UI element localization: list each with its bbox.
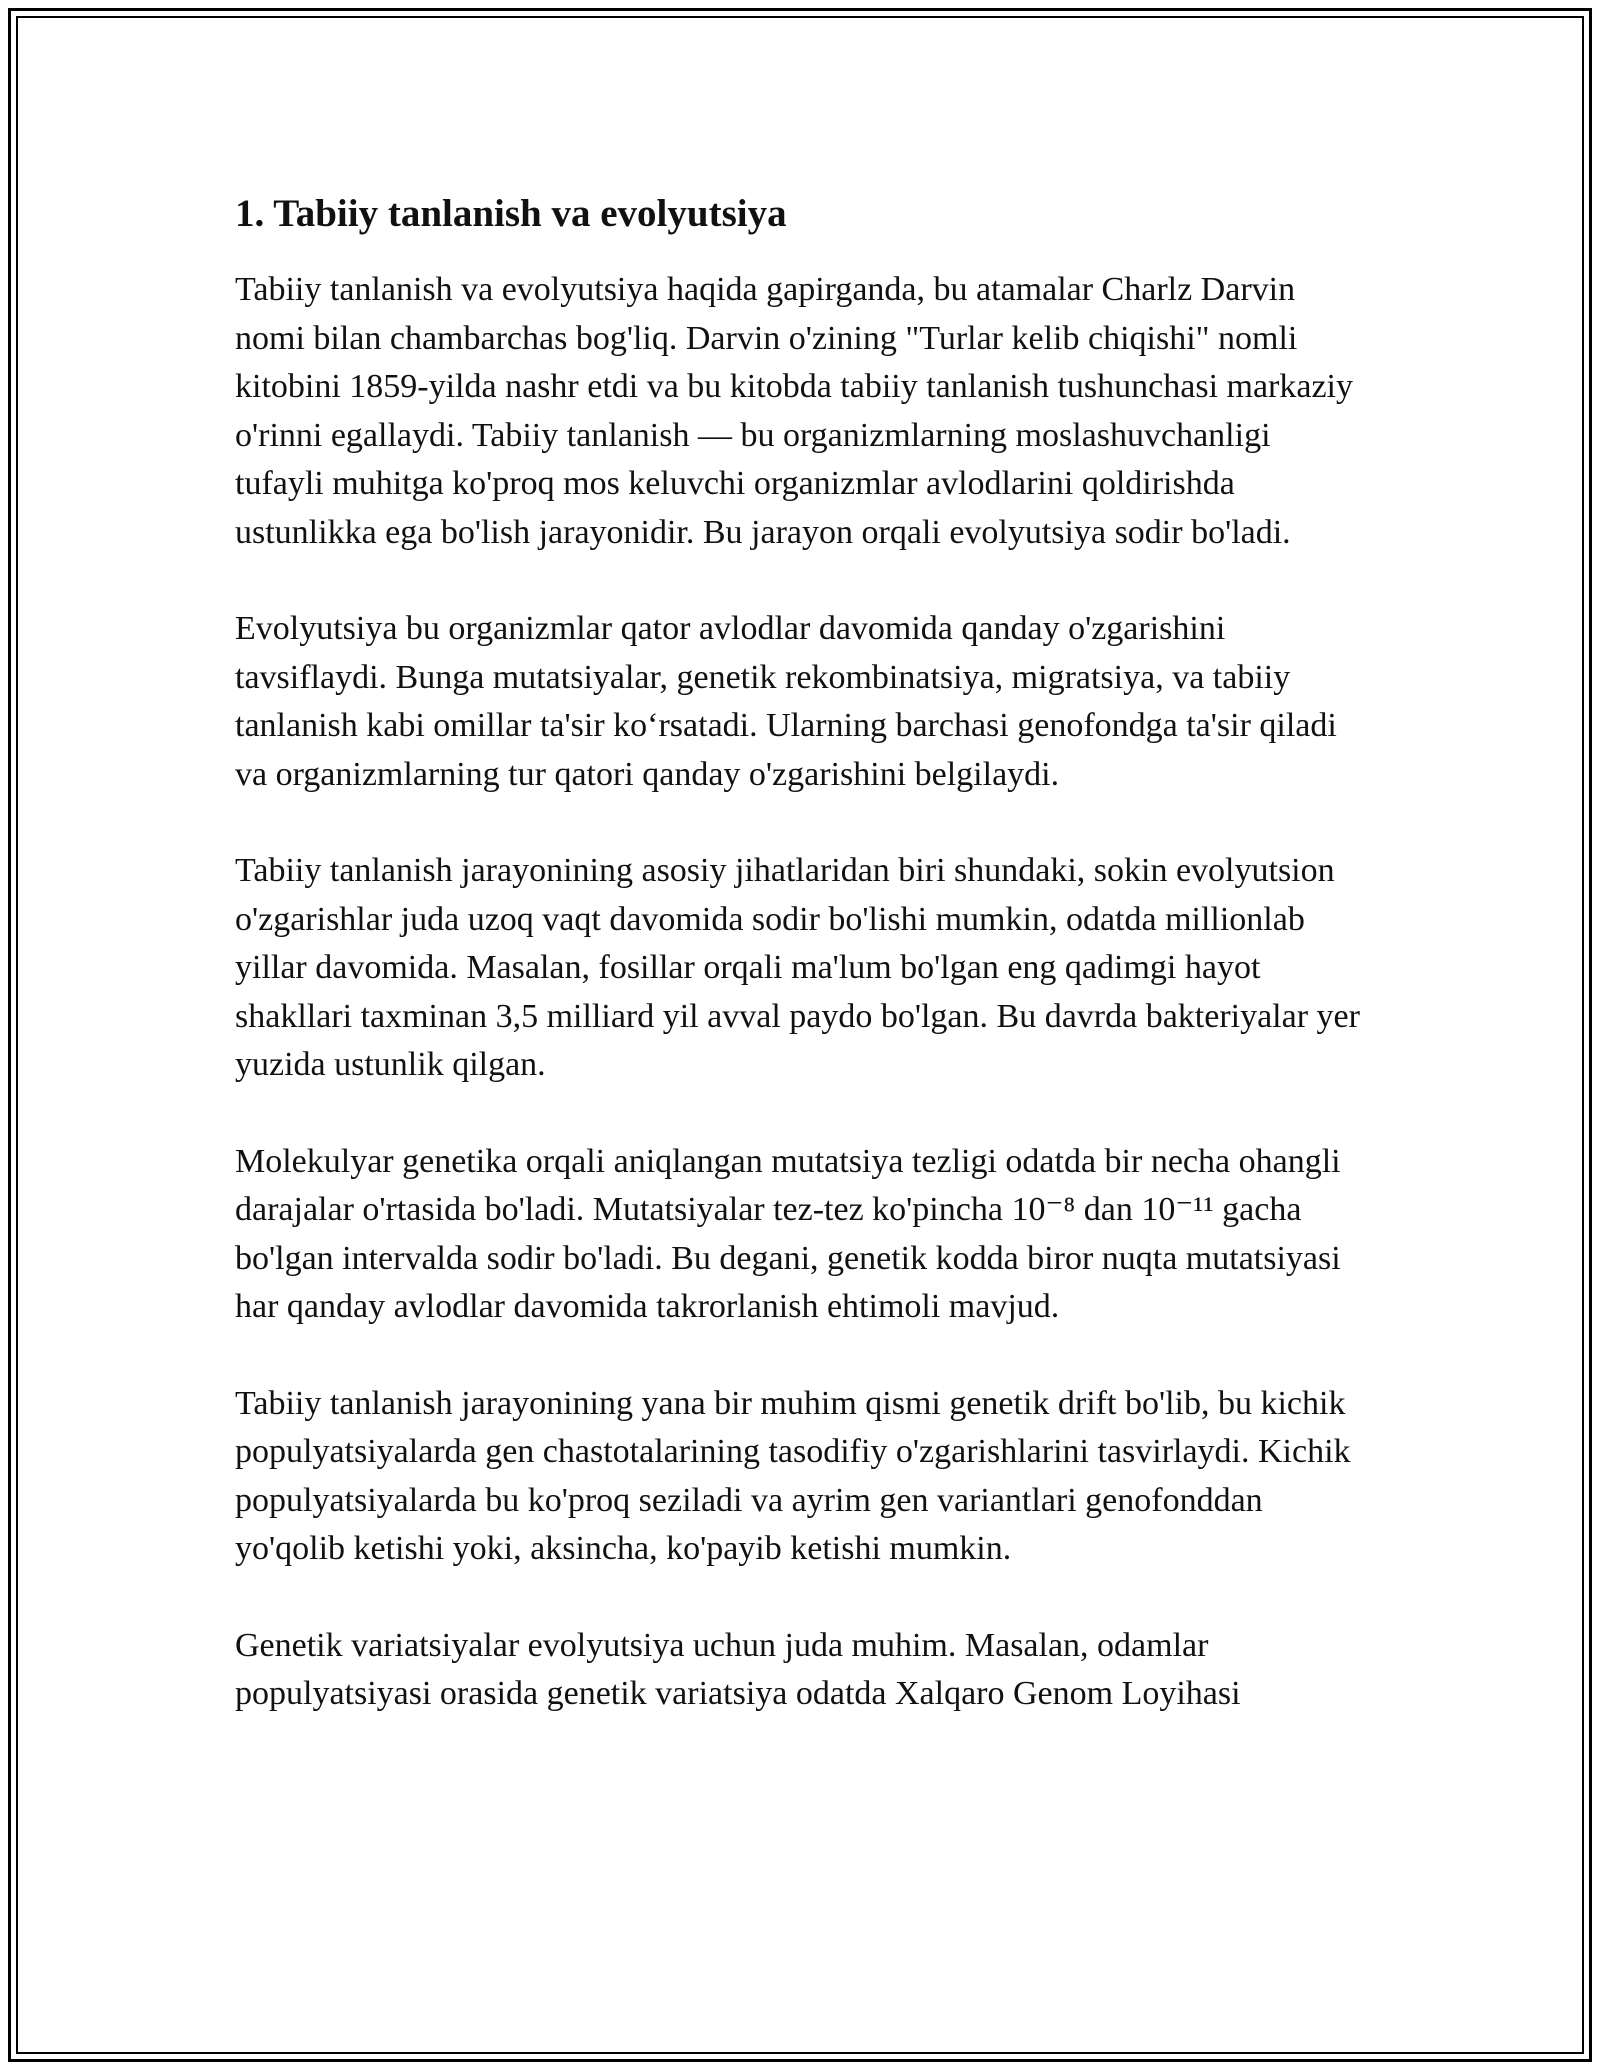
document-body: [235, 188, 1365, 1719]
section-heading: 1. Tabiiy tanlanish va evolyutsiya: [235, 192, 787, 235]
paragraph-genetic-variation: Genetik variatsiyalar evolyutsiya uchun juda muhim. Masalan, odamlar populyatsiyasi orasida genetik variatsiya odatda Xalqaro Genom Loyihasi: [235, 1626, 1241, 1712]
paragraph-time-scale: Tabiiy tanlanish jarayonining asosiy jihatlaridan biri shundaki, sokin evolyutsion o'zgarishlar juda uzoq vaqt davomida sodir bo'lishi mumkin, odatda millionlab yillar davomida. Masalan, fosillar orqali ma'lum bo'lgan eng qadimgi hayot shakllari taxminan 3,5 milliard yil avval paydo bo'lgan. Bu davrda bakteriyalar yer yuzida ustunlik qilgan.: [235, 852, 1360, 1083]
paragraph-genetic-drift: Tabiiy tanlanish jarayonining yana bir muhim qismi genetik drift bo'lib, bu kichik populyatsiyalarda gen chastotalarining tasodifiy o'zgarishlarini tasvirlaydi. Kichik populyatsiyalarda bu ko'proq seziladi va ayrim gen variantlari genofonddan yo'qolib ketishi yoki, aksincha, ko'payib ketishi mumkin.: [235, 1384, 1351, 1567]
paragraph-mutation-rate: Molekulyar genetika orqali aniqlangan mutatsiya tezligi odatda bir necha ohangli darajalar o'rtasida bo'ladi. Mutatsiyalar tez-tez ko'pincha 10⁻⁸ dan 10⁻¹¹ gacha bo'lgan intervalda sodir bo'ladi. Bu degani, genetik kodda biror nuqta mutatsiyasi har qanday avlodlar davomida takrorlanish ehtimoli mavjud.: [235, 1142, 1341, 1325]
paragraph-darwin-intro: Tabiiy tanlanish va evolyutsiya haqida gapirganda, bu atamalar Charlz Darvin nomi bilan chambarchas bog'liq. Darvin o'zining "Turlar kelib chiqishi" nomli kitobini 1859-yilda nashr etdi va bu kitobda tabiiy tanlanish tushunchasi markaziy o'rinni egallaydi. Tabiiy tanlanish — bu organizmlarning moslashuvchanligi tufayli muhitga ko'proq mos keluvchi organizmlar avlodlarini qoldirishda ustunlikka ega bo'lish jarayonidir. Bu jarayon orqali evolyutsiya sodir bo'ladi.: [235, 271, 1353, 551]
paragraph-evolution-factors: Evolyutsiya bu organizmlar qator avlodlar davomida qanday o'zgarishini tavsiflaydi. Bunga mutatsiyalar, genetik rekombinatsiya, migratsiya, va tabiiy tanlanish kabi omillar ta'sir ko‘rsatadi. Ularning barchasi genofondga ta'sir qiladi va organizmlarning tur qatori qanday o'zgarishini belgilaydi.: [235, 610, 1337, 793]
